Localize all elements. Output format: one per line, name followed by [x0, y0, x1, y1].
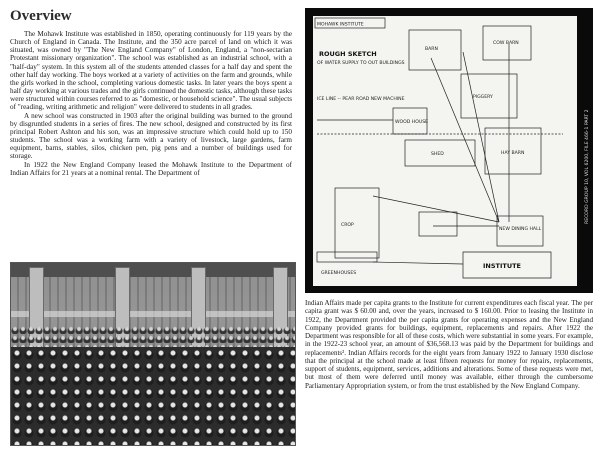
water-supply-sketch-map	[305, 8, 593, 293]
map-side-note-text: RECORD GROUP 10, VOL 6200, FILE 466-1 PART 2	[585, 109, 590, 224]
photo-roofline	[11, 263, 295, 277]
map-sheet	[313, 16, 577, 286]
label-new-dining-hall: NEW DINING HALL	[499, 227, 542, 232]
page-title: Overview	[10, 8, 72, 24]
label-hay-barn: HAY BARN	[501, 151, 525, 156]
right-column	[305, 299, 593, 390]
photo-balcony-rail	[11, 311, 295, 317]
label-piggery: PIGGERY	[473, 95, 493, 100]
map-sketch-title: ROUGH SKETCH	[319, 50, 377, 58]
left-column	[10, 8, 292, 177]
map-sketch-subtitle: OF WATER SUPPLY TO OUT BUILDINGS	[317, 61, 405, 66]
photo-lower-crowd	[11, 347, 295, 445]
label-greenhouses: GREENHOUSES	[321, 271, 357, 276]
building-outbuilding	[419, 212, 457, 236]
water-pipe	[463, 52, 499, 222]
water-pipe	[373, 196, 499, 222]
paragraph-3: In 1922 the New England Company leased the Mohawk Institute to the Department of Indian Affairs for 21 years at a nominal rental. The Department of	[10, 160, 292, 177]
label-crop: CROP	[341, 223, 354, 228]
label-institute: INSTITUTE	[483, 262, 521, 270]
water-pipe	[373, 262, 463, 264]
label-cow-barn: COW BARN	[493, 41, 519, 46]
map-side-note	[581, 48, 591, 228]
label-ice-line: ICE LINE -- PEAR ROAD NEW MACHINE	[317, 97, 405, 102]
historic-group-photo	[10, 262, 296, 446]
paragraph-4: Indian Affairs made per capita grants to the Institute for current expenditures each fiscal year. The per capita grant was $ 60.00 and, over the years, increased to $ 160.00. Prior to leasing the Institute in 1922, the Department provided the per capita grants for operating expenses and the New England Company provided grants for buildings, equipment, replacements and repairs. After 1922 the Department was responsible for all of these costs, which were substantial in some years. For example, in the 1922-23 school year, an amount of $36,568.13 was paid by the Department for buildings and replacements². Indian Affairs records for the eight years from January 1922 to January 1930 disclose that the principal at the school made at least fifteen requests for money for repairs, replacements, support of students, equipment, services, additions and alterations. Some of these requests were met, but most of them were deferred until money was available, either through the cumbersome Parliamentary Appropriation system, or from the trust established by the New England Company.	[305, 299, 593, 390]
label-shed: SHED	[431, 152, 444, 157]
map-header-text: MOHAWK INSTITUTE	[317, 22, 364, 28]
map-drawing	[313, 16, 577, 286]
label-barn: BARN	[425, 47, 438, 52]
building-greenhouse-strip	[317, 252, 377, 262]
label-wood-house: WOOD HOUSE	[395, 120, 429, 125]
paragraph-2: A new school was constructed in 1903 after the original building was burned to the ground by disgruntled students in a series of fires. The new school, designed and constructed by its first principal Robert Ashton and his son, was an impressive structure which could hold up to 150 students. The school was a working farm with a variety of livestock, large gardens, farm equipment, barns, stables, silos, chicken pen, pig pens and a number of buildings used for storage.	[10, 111, 292, 161]
paragraph-1: The Mohawk Institute was established in 1850, operating continuously for 119 years by the Church of England in Canada. The Institute, and the 350 acre parcel of land on which it was situated, was owned by "The New England Company" of London, England, a "non-sectarian Protestant missionary organization". The school was established as an industrial school, with a "half-day" system. In this system all of the students attended classes for a half day and spent the other half day working. The boys worked at a variety of activities on the farm and grounds, while the girls worked in the school, completing various domestic tasks. In later years the boys spent a half day working at various trades and the girls continued the domestic tasks, although these tasks were structured within courses referred to as "domestic, or household science". The usual subjects of "reading, writing arithmetic and religion" were delivered to students in all grades.	[10, 30, 292, 112]
